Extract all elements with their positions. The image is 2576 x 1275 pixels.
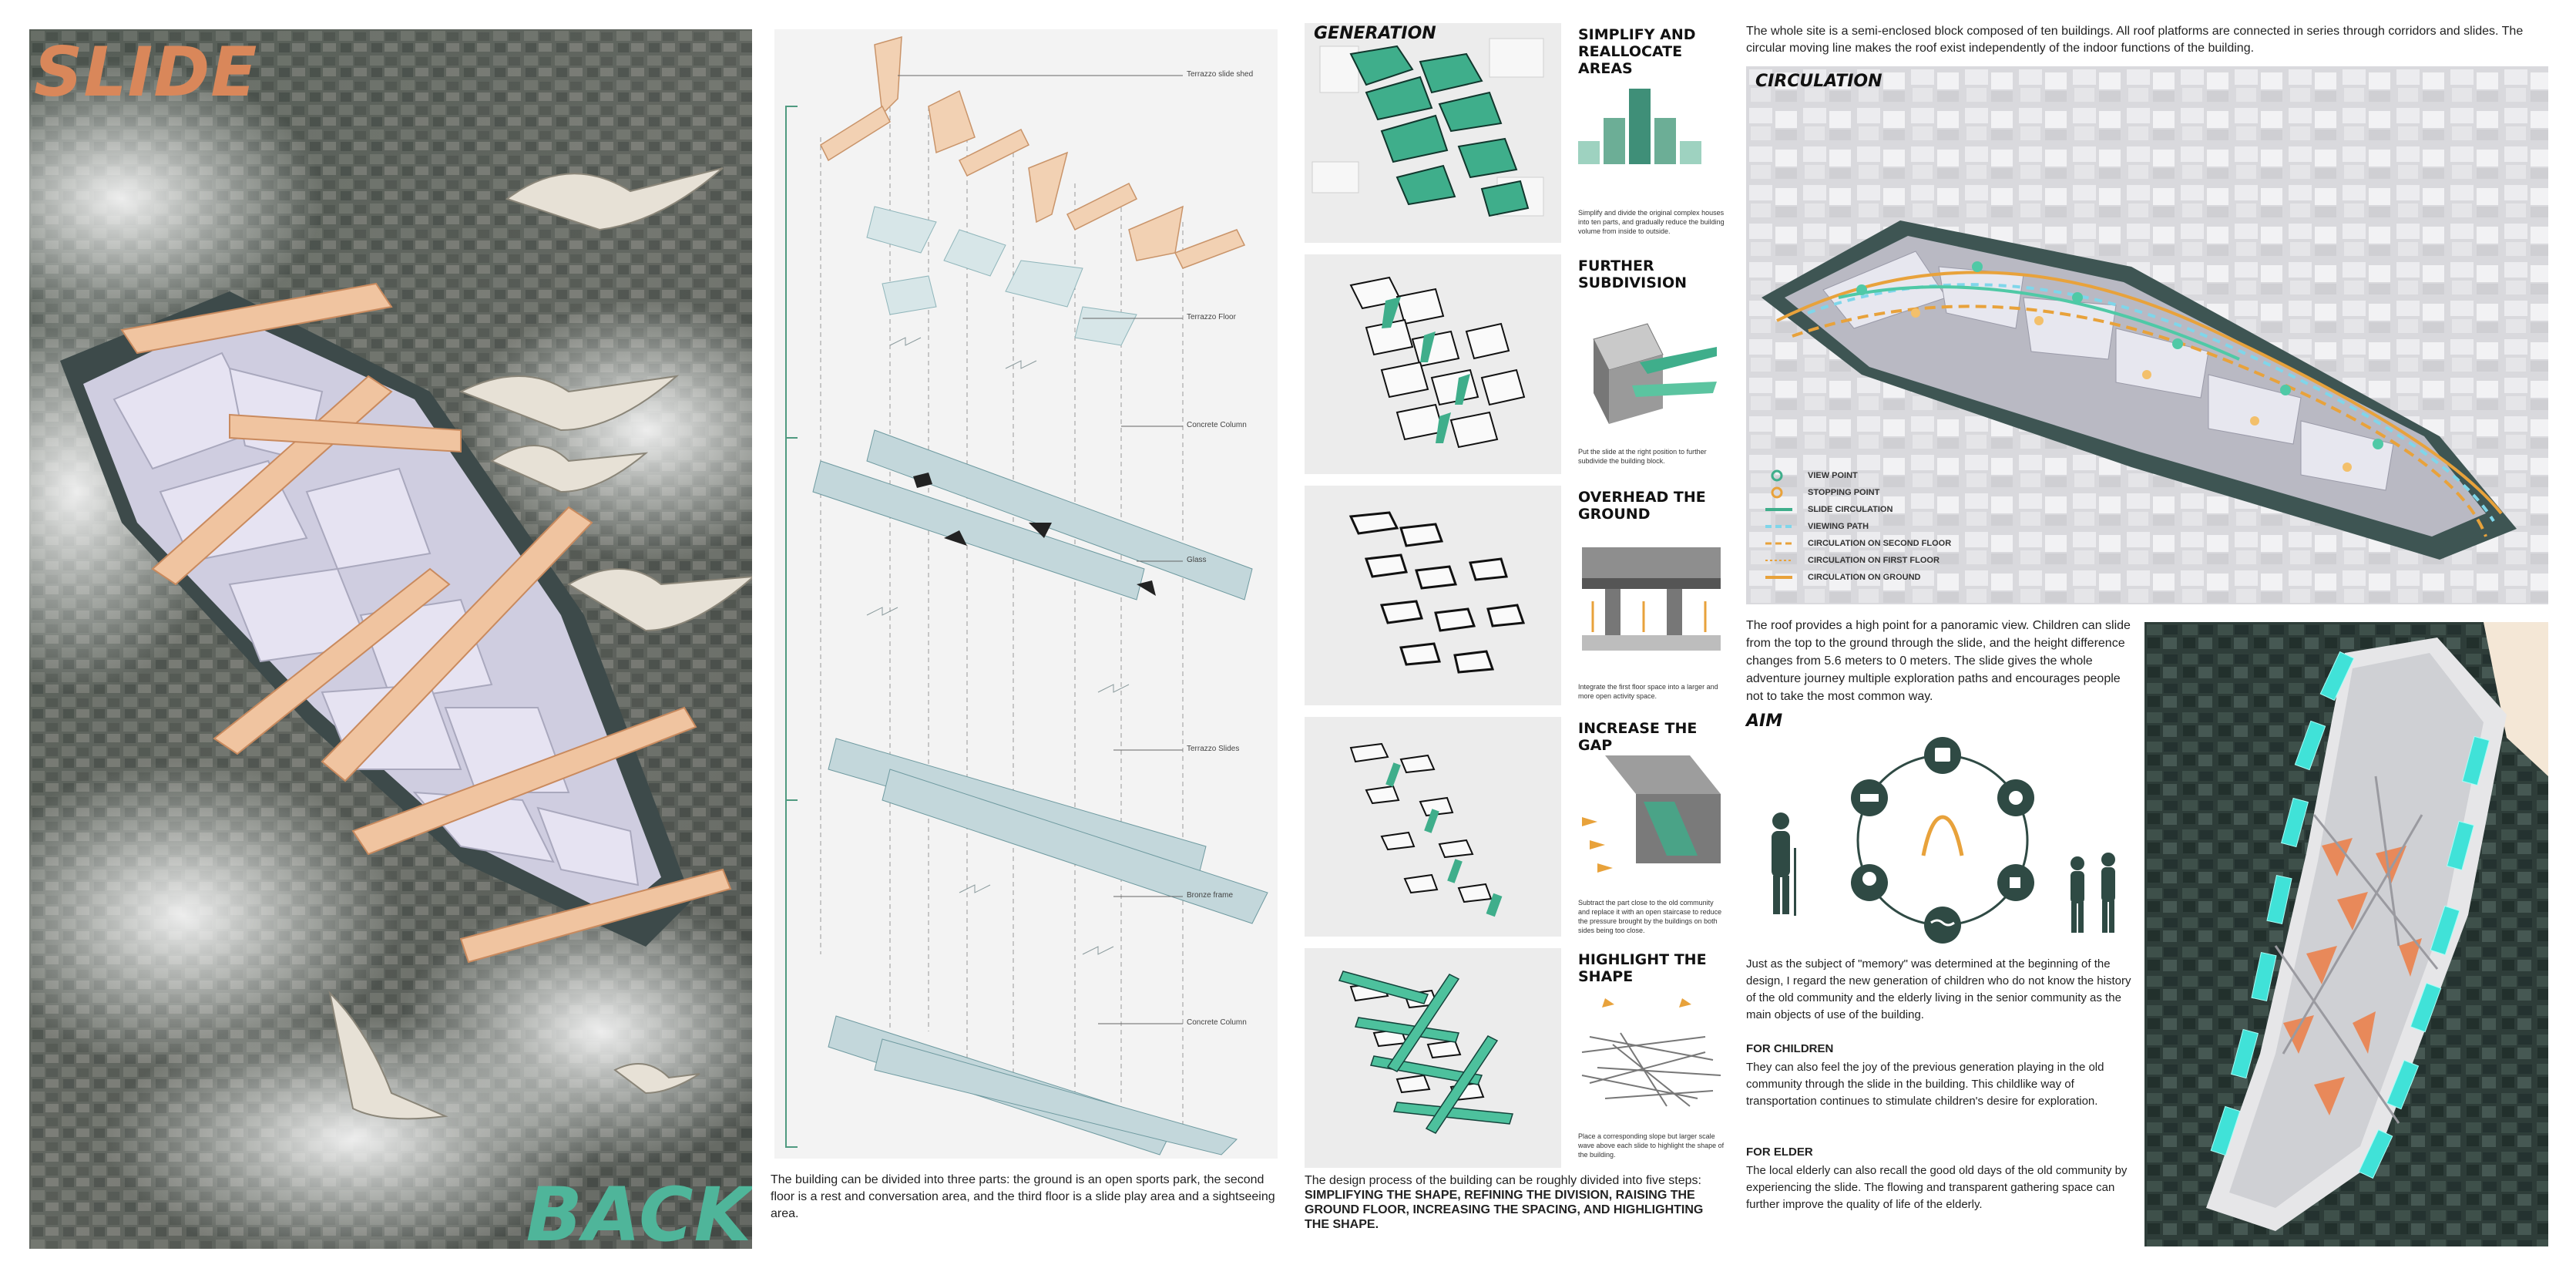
generation-step-1 [1305, 23, 1728, 247]
legend-slide-circulation: SLIDE CIRCULATION [1808, 505, 1893, 514]
poster-title-bottom: BACK [526, 1172, 752, 1249]
for-children-heading: FOR CHILDREN [1746, 1042, 1834, 1055]
poster-title-top: SLIDE [34, 32, 258, 112]
aim-heading: AIM [1746, 712, 1783, 731]
generation-caption-bold: SIMPLIFYING THE SHAPE, REFINING THE DIVISION, RAISING THE GROUND FLOOR, INCREASING THE SPACING, AND HIGHLIGHTING THE SHAPE. [1305, 1189, 1704, 1231]
legend-viewing-path: VIEWING PATH [1808, 522, 1869, 531]
site-plan-render [2144, 622, 2548, 1246]
step-5-description: Place a corresponding slope but larger scale wave above each slide to highlight the shape of the building. [1578, 1132, 1725, 1159]
step-1-description: Simplify and divide the original complex houses into ten parts, and gradually reduce the building volume from inside to outside. [1578, 209, 1725, 235]
step-4-description: Subtract the part close to the old community and replace it with an open staircase to reduce the pressure brought by the buildings on both sides being too close. [1578, 899, 1722, 934]
site-plan-panel [2144, 622, 2548, 1246]
hero-aerial-panel [29, 29, 752, 1249]
exploded-label-bronze-frame: Bronze frame [1187, 891, 1234, 900]
step-1-title: SIMPLIFY AND REALLOCATE AREAS [1578, 26, 1696, 77]
generation-step-3 [1305, 486, 1728, 709]
step-4-massing [1305, 717, 1561, 937]
exploded-label-concrete-column: Concrete Column [1187, 421, 1247, 429]
children-figure-icon [2071, 853, 2115, 933]
circulation-legend [1808, 467, 2054, 586]
exploded-label-glass: Glass [1187, 556, 1207, 564]
step-1-histogram [1578, 81, 1701, 166]
exploded-label-concrete-column-2: Concrete Column [1187, 1018, 1247, 1027]
step-4-title: INCREASE THE GAP [1578, 720, 1698, 754]
elder-figure-icon [1772, 812, 1796, 916]
generation-step-4 [1305, 717, 1728, 940]
step-2-description: Put the slide at the right position to further subdivide the building block. [1578, 448, 1707, 465]
exploded-label-terrazzo-floor: Terrazzo Floor [1187, 313, 1236, 321]
generation-step-2 [1305, 254, 1728, 478]
exploded-label-terrazzo-slide-shed: Terrazzo slide shed [1187, 70, 1254, 79]
hero-aerial-render [29, 29, 752, 1249]
exploded-axonometric-panel [774, 29, 1278, 1159]
legend-view-point: VIEW POINT [1808, 471, 1858, 480]
legend-circulation-ground: CIRCULATION ON GROUND [1808, 573, 1921, 582]
step-5-massing [1305, 948, 1561, 1168]
for-children-text: They can also feel the joy of the previous generation playing in the old community through the slide in the building. This childlike way of transportation continues to stimulate children's desire for exploration. [1746, 1061, 2104, 1108]
exploded-caption: The building can be divided into three parts: the ground is an open sports park, the second floor is a rest and conversation area, and the third floor is a slide play area and a sightseeing area. [771, 1173, 1275, 1220]
step-3-massing [1305, 486, 1561, 705]
circulation-intro: The whole site is a semi-enclosed block composed of ten buildings. All roof platforms are connected in series through corridors and slides. The circular moving line makes the roof exist independently of the indoor functions of the building. [1746, 25, 2524, 55]
for-elder-text: The local elderly can also recall the good old days of the old community by experiencing the slide. The flowing and transparent gathering space can further improve the quality of life of the elderly. [1746, 1164, 2128, 1211]
aim-diagram [1746, 732, 2139, 956]
legend-circulation-second-floor: CIRCULATION ON SECOND FLOOR [1808, 539, 1952, 548]
step-5-title: HIGHLIGHT THE SHAPE [1578, 951, 1707, 985]
roof-text: The roof provides a high point for a panoramic view. Children can slide from the top to the ground through the slide, and the height difference changes from 5.6 meters to 0 meters. The slide gives the whole adventure journey multiple exploration paths and encourages people not to take the most common way. [1746, 619, 2131, 703]
aim-paragraph: Just as the subject of "memory" was determined at the beginning of the design, I regard the new generation of children who do not know the history of the old community and the elderly living in the senior community as the main objects of use of the building. [1746, 957, 2131, 1021]
generation-caption [1305, 1173, 1728, 1232]
step-2-detail [1578, 308, 1717, 424]
exploded-label-terrazzo-slides: Terrazzo Slides [1187, 745, 1240, 753]
circulation-heading: CIRCULATION [1755, 72, 1882, 91]
step-5-detail [1574, 991, 1725, 1122]
legend-stopping-point: STOPPING POINT [1808, 488, 1880, 497]
step-1-massing [1305, 23, 1561, 243]
step-2-massing [1305, 254, 1561, 474]
step-3-detail [1574, 540, 1725, 655]
exploded-axonometric-drawing [774, 29, 1278, 1159]
step-2-title: FURTHER SUBDIVISION [1578, 257, 1688, 291]
circulation-panel [1746, 66, 2548, 604]
step-4-detail [1574, 748, 1725, 886]
generation-heading: GENERATION [1311, 23, 1439, 45]
legend-circulation-first-floor: CIRCULATION ON FIRST FLOOR [1808, 556, 1940, 565]
generation-caption-plain: The design process of the building can be roughly divided into five steps: [1305, 1174, 1701, 1187]
generation-step-5 [1305, 948, 1728, 1172]
step-3-title: OVERHEAD THE GROUND [1578, 489, 1706, 523]
for-elder-heading: FOR ELDER [1746, 1145, 1813, 1159]
generation-column [1305, 23, 1728, 1164]
step-3-description: Integrate the first floor space into a larger and more open activity space. [1578, 683, 1718, 700]
